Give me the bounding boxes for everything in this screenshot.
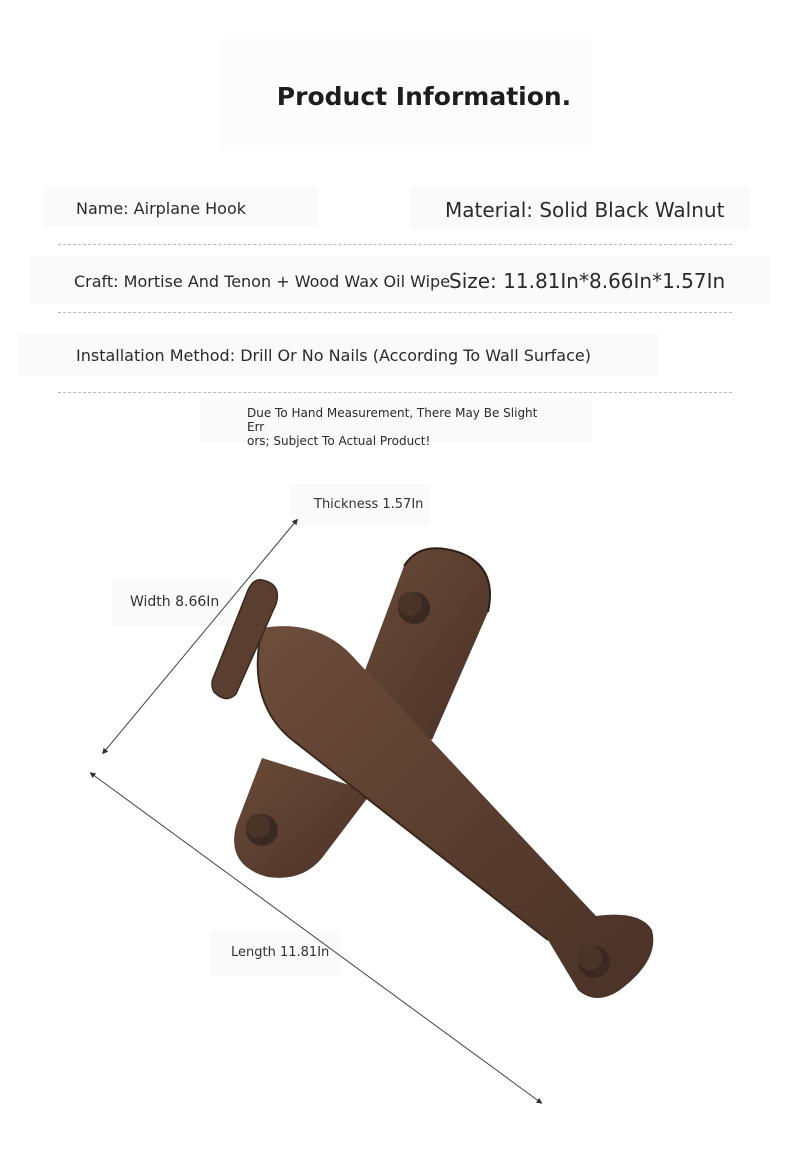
disclaimer-line-1: Due To Hand Measurement, There May Be Slight Err [247,406,538,434]
length-label: Length 11.81In [231,945,330,960]
page-title: Product Information. [276,82,572,111]
width-label: Width 8.66In [130,594,220,610]
spec-size: Size: 11.81In*8.66In*1.57In [449,269,726,293]
disclaimer-line-2: ors; Subject To Actual Product! [247,434,431,448]
hook-peg-tail [578,946,610,978]
thickness-label: Thickness 1.57In [314,497,424,512]
hook-peg-lower [246,814,278,846]
spec-craft: Craft: Mortise And Tenon + Wood Wax Oil Wipe [74,272,451,291]
spec-name: Name: Airplane Hook [76,199,246,218]
hook-peg-upper [398,592,430,624]
spec-material: Material: Solid Black Walnut [445,198,725,222]
spec-installation: Installation Method: Drill Or No Nails (According To Wall Surface) [76,346,591,365]
